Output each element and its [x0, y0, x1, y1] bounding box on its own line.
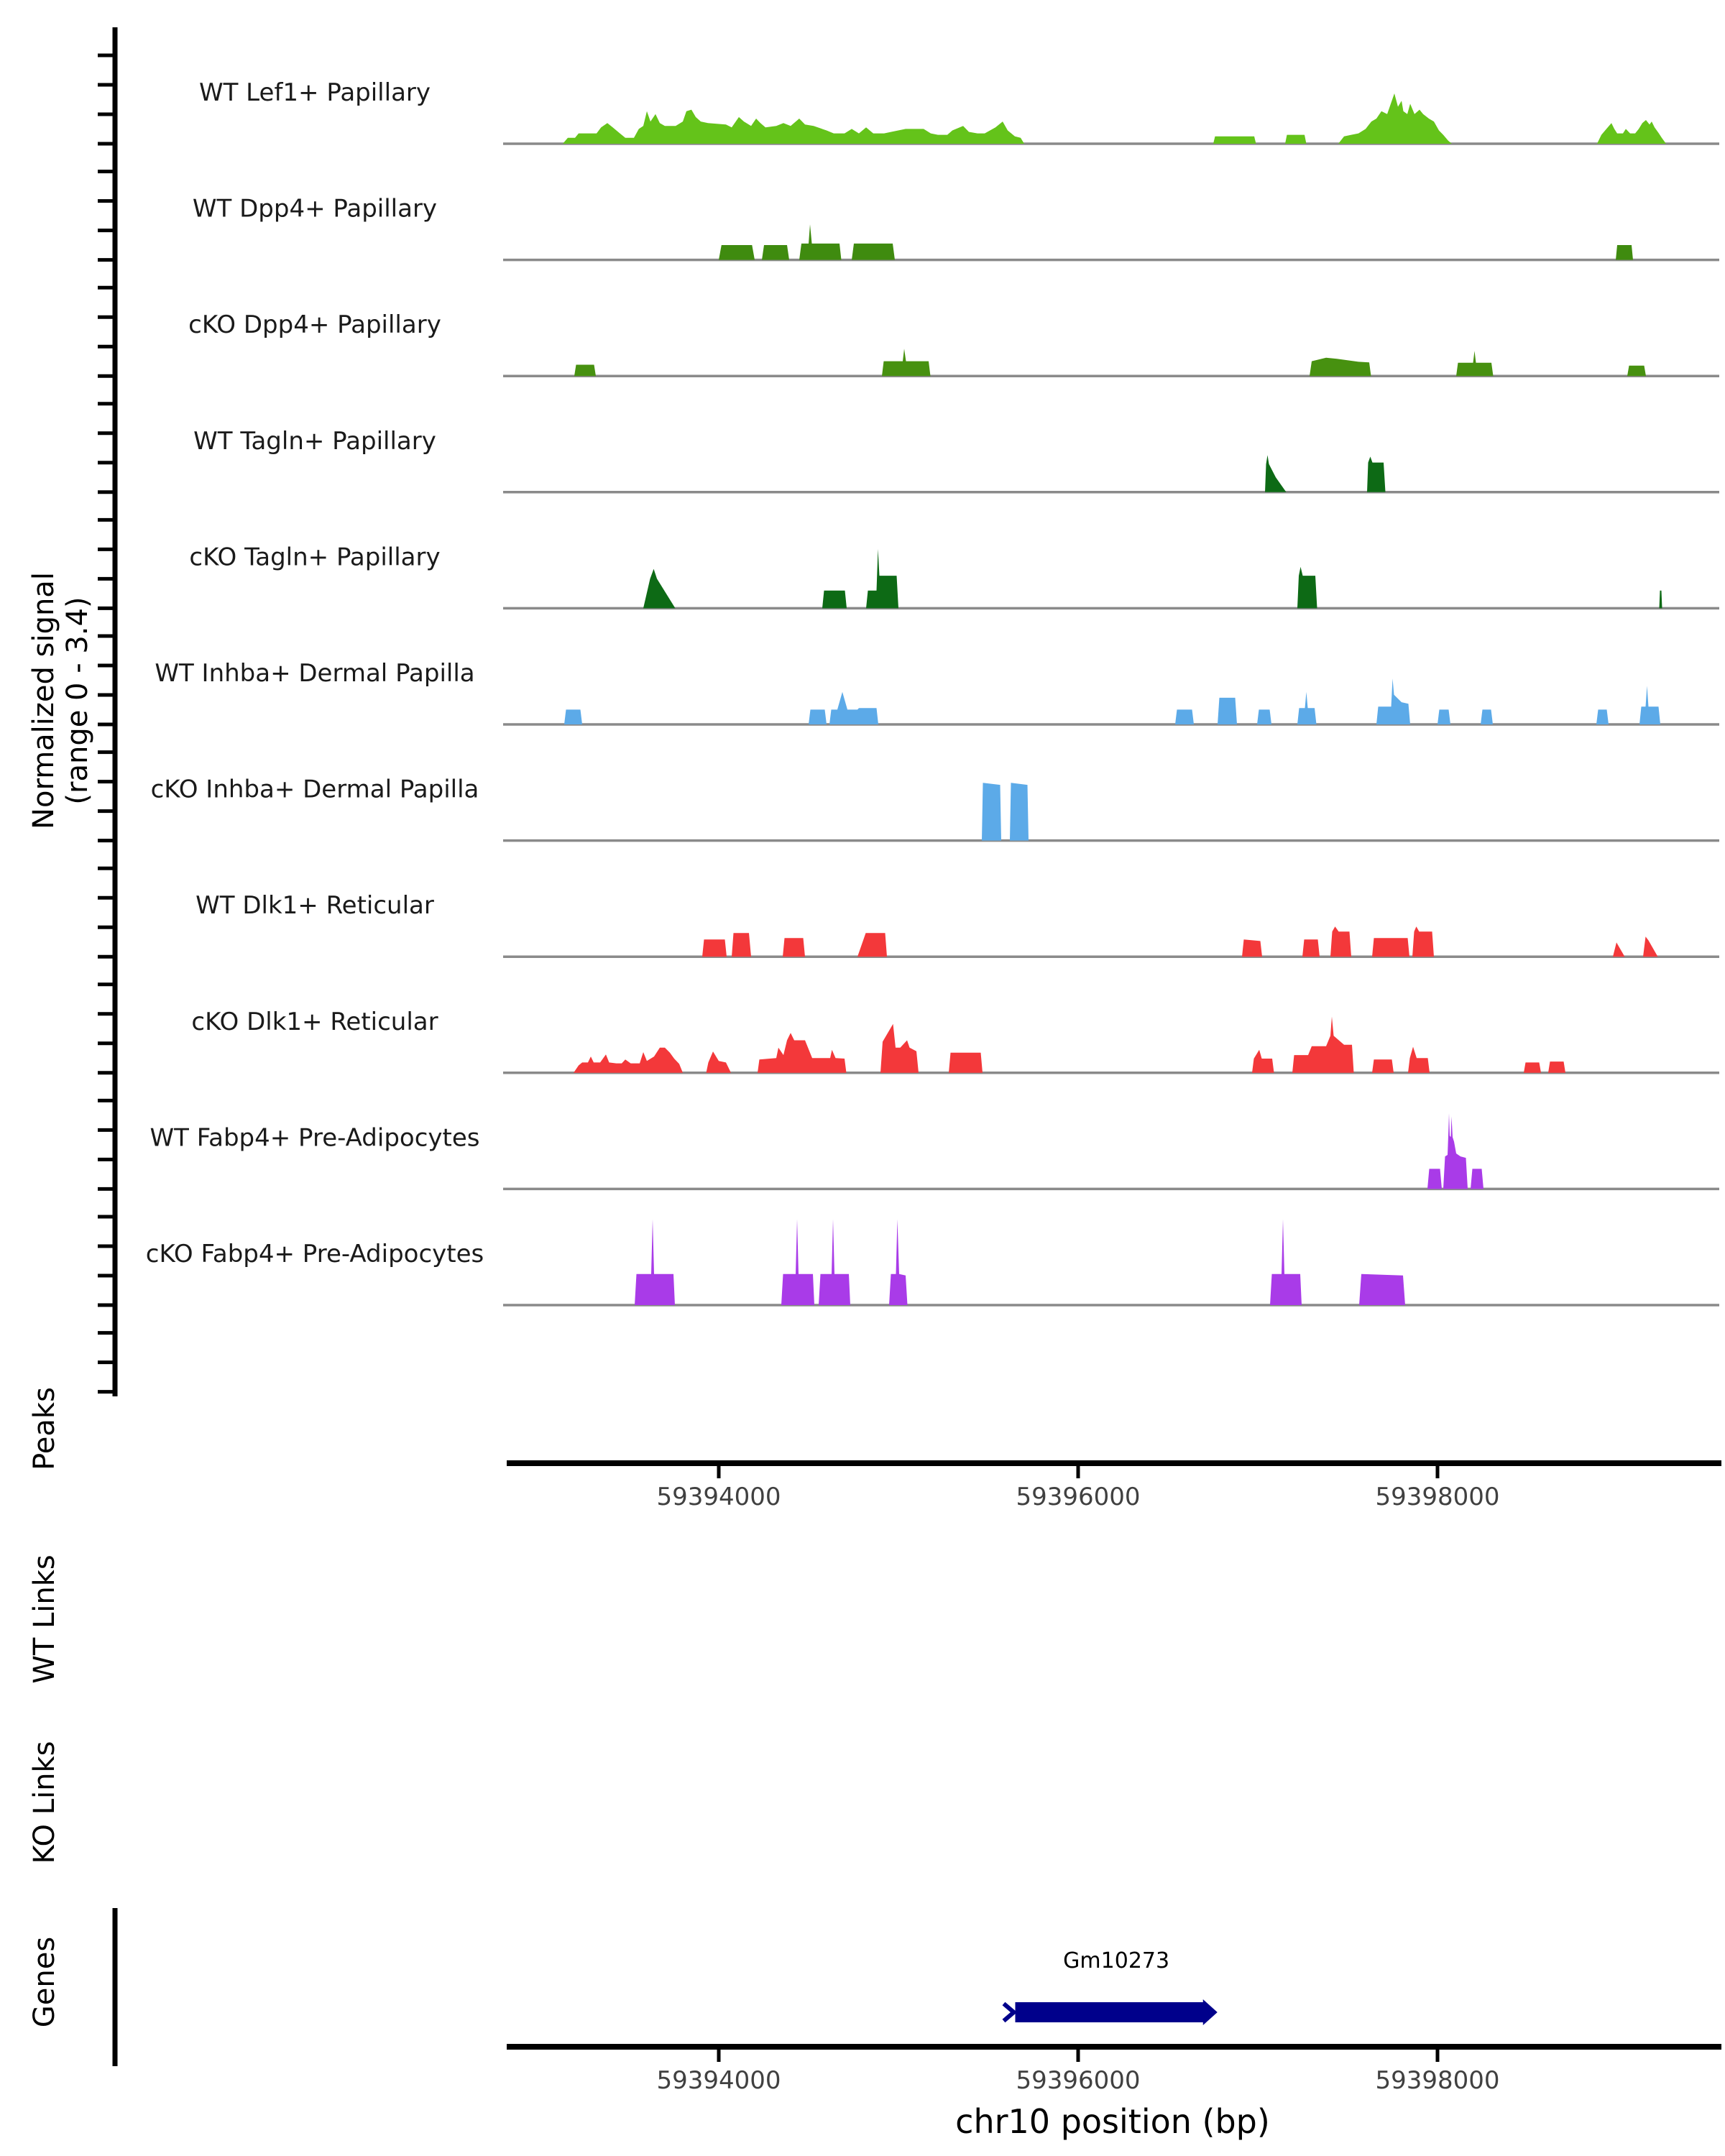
coverage-peak [857, 933, 887, 957]
track-label: WT Tagln+ Papillary [193, 426, 436, 456]
track-label: WT Dpp4+ Papillary [192, 194, 438, 224]
coverage-peak [1242, 939, 1262, 957]
gene-body [1016, 2002, 1205, 2022]
coverage-peak [702, 939, 727, 957]
coverage-peak [1010, 783, 1029, 840]
coverage-peak [799, 224, 842, 259]
coverage-peak [1456, 351, 1494, 376]
coverage-peak [707, 1051, 732, 1073]
peaks-axis [507, 1463, 1721, 1511]
coverage-peak [1616, 245, 1633, 260]
coverage-peak [1297, 567, 1317, 609]
coverage-peak [574, 365, 596, 377]
track-label: WT Dlk1+ Reticular [196, 891, 434, 921]
y-axis-title-line2: (range 0 - 3.4) [61, 596, 94, 805]
position-axis-tick-label: 59396000 [1016, 2066, 1141, 2095]
peaks-axis-tick-label: 59394000 [656, 1483, 781, 1511]
y-axis-title [27, 572, 95, 829]
coverage-peak [1643, 936, 1658, 957]
section-label-genes: Genes [28, 1936, 61, 2028]
coverage-peak [643, 569, 676, 609]
peaks-axis-tick-label: 59396000 [1016, 1483, 1141, 1511]
coverage-peak [949, 1053, 983, 1073]
signal-track-6 [155, 659, 1719, 724]
x-axis-title: chr10 position (bp) [955, 2102, 1270, 2141]
coverage-peak [781, 1220, 814, 1306]
position-axis-tick-label: 59394000 [656, 2066, 781, 2095]
y-axis-title-line1: Normalized signal [27, 572, 60, 829]
coverage-peak [1218, 698, 1237, 724]
coverage-peak [1292, 1017, 1354, 1073]
peaks-axis-tick-label: 59398000 [1375, 1483, 1500, 1511]
coverage-peak [1359, 1274, 1405, 1305]
coverage-peak [635, 1220, 675, 1306]
coverage-peak [1613, 942, 1625, 957]
coverage-peak [732, 933, 751, 957]
track-label: cKO Dpp4+ Papillary [188, 310, 441, 340]
track-label: cKO Fabp4+ Pre-Adipocytes [145, 1240, 484, 1268]
coverage-peak [1257, 709, 1271, 724]
coverage-peak [1524, 1062, 1541, 1072]
coverage-peak [1252, 1050, 1274, 1073]
signal-track-1 [199, 78, 1719, 144]
coverage-peak [866, 549, 898, 608]
coverage-peak [1627, 366, 1646, 376]
coverage-peak [1639, 686, 1660, 724]
signal-track-5 [189, 543, 1719, 608]
coverage-peak [1471, 1169, 1484, 1189]
coverage-peak [822, 591, 847, 609]
coverage-peak [982, 783, 1001, 840]
signal-track-9 [191, 1008, 1719, 1073]
coverage-peak [829, 692, 878, 724]
coverage-peak [1270, 1220, 1302, 1306]
coverage-peak [1265, 455, 1287, 492]
coverage-peak [882, 349, 931, 376]
section-label-peaks: Peaks [28, 1387, 61, 1470]
coverage-peak [1372, 1059, 1394, 1073]
coverage-peak [1548, 1061, 1565, 1073]
coverage-peak [762, 245, 789, 260]
coverage-peak [852, 244, 895, 260]
coverage-peak [1438, 709, 1450, 724]
coverage-peak [1376, 678, 1410, 724]
gene-track [115, 1908, 1218, 2066]
coverage-peak [819, 1220, 850, 1306]
position-axis-tick-label: 59398000 [1375, 2066, 1500, 2095]
coverage-peak [1302, 939, 1320, 957]
signal-track-2 [193, 195, 1719, 260]
coverage-peak [783, 938, 805, 957]
coverage-peak [1175, 709, 1194, 724]
coverage-peak [1596, 709, 1609, 724]
coverage-peak [574, 1048, 683, 1073]
coverage-peak [1412, 926, 1434, 957]
coverage-peak [1338, 93, 1452, 144]
track-label: WT Inhba+ Dermal Papilla [155, 659, 475, 688]
gene-name-label: Gm10273 [1063, 1948, 1170, 1973]
track-label: cKO Inhba+ Dermal Papilla [150, 775, 479, 804]
coverage-peak [1367, 456, 1386, 492]
track-label: cKO Tagln+ Papillary [189, 543, 441, 572]
coverage-peak [880, 1024, 919, 1073]
coverage-peak [564, 709, 582, 724]
signal-track-8 [196, 891, 1719, 957]
signal-track-7 [151, 775, 1719, 841]
coverage-peak [1443, 1113, 1468, 1189]
coverage-peak [719, 245, 755, 260]
track-label: cKO Dlk1+ Reticular [191, 1007, 438, 1036]
signal-track-10 [150, 1113, 1719, 1189]
track-label: WT Fabp4+ Pre-Adipocytes [150, 1123, 480, 1153]
signal-track-4 [193, 427, 1719, 492]
position-axis [507, 2047, 1721, 2095]
track-label: WT Lef1+ Papillary [198, 78, 431, 107]
coverage-peak [1297, 692, 1317, 724]
coverage-peak [563, 110, 1024, 144]
coverage-peak [1660, 591, 1662, 609]
gene-strand-arrow-icon [1004, 2004, 1014, 2021]
y-axis [98, 27, 115, 1396]
coverage-peak [1408, 1047, 1430, 1073]
coverage-peak [1285, 135, 1307, 144]
coverage-peak [1330, 926, 1351, 957]
signal-track-11 [146, 1220, 1719, 1306]
coverage-peak [1427, 1169, 1442, 1189]
coverage-peak [758, 1033, 847, 1073]
gene-arrow-tip [1203, 1999, 1218, 2025]
section-label-ko-links: KO Links [28, 1741, 61, 1864]
coverage-peak [1481, 709, 1493, 724]
coverage-peak [1310, 358, 1371, 377]
signal-track-3 [188, 310, 1719, 376]
coverage-peak [1597, 120, 1666, 144]
coverage-peak [1372, 938, 1409, 957]
coverage-peak [809, 709, 827, 724]
coverage-peak [889, 1220, 908, 1306]
section-label-wt-links: WT Links [28, 1554, 61, 1684]
coverage-peak [1213, 137, 1256, 144]
